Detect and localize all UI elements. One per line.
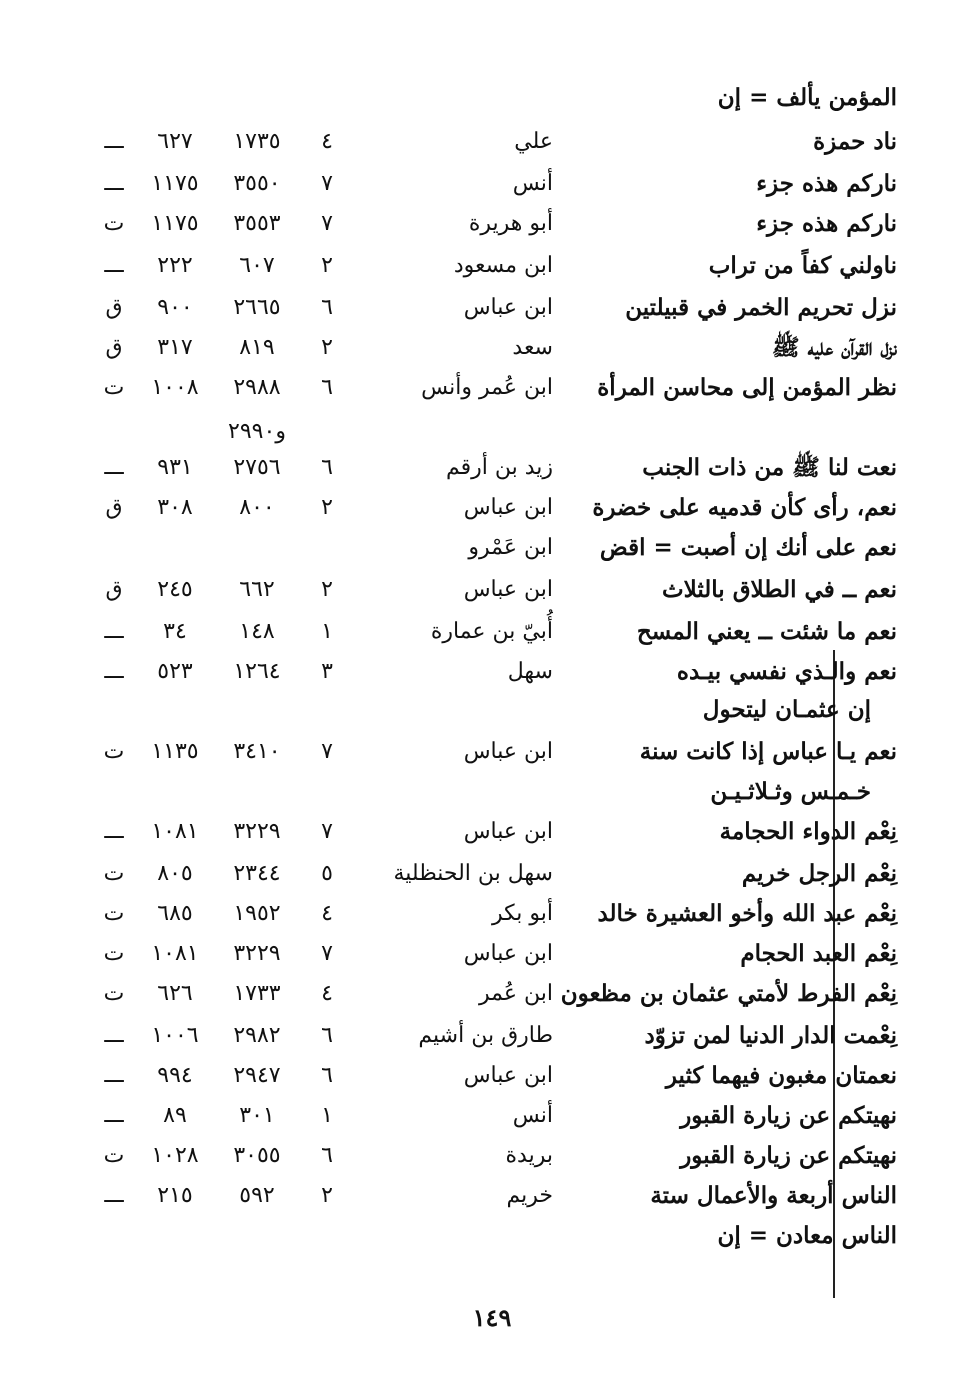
source-code: ت	[103, 901, 125, 926]
hadith-number: ٨١٩	[239, 335, 275, 360]
narrator-name: طارق بن أشيم	[418, 1023, 553, 1048]
hadith-text: نعم والـذي نفسي بيـده	[676, 658, 897, 685]
page-reference: ١١٣٥	[151, 739, 199, 764]
page-reference: ٢٤٥	[157, 577, 193, 602]
hadith-text: ناد حمزة	[813, 128, 897, 155]
hadith-number: ٦٦٢	[239, 577, 275, 602]
page-reference: ١٠٢٨	[151, 1143, 199, 1168]
hadith-text: نِعْم عبد الله وأخو العشيرة خالد	[597, 900, 897, 927]
hadith-text: نعم يـا عباس إذا كانت سنة	[639, 738, 897, 765]
volume-number: ٢	[321, 1183, 333, 1208]
narrator-name: أبو هريرة	[468, 211, 553, 236]
index-row	[0, 288, 965, 328]
source-code: ـــ	[104, 253, 124, 278]
volume-number: ٧	[321, 211, 333, 236]
source-code: ـــ	[104, 129, 124, 154]
hadith-number: ٢٩٤٧	[233, 1063, 281, 1088]
source-code: ـــ	[104, 819, 124, 844]
volume-number: ٦	[321, 1023, 333, 1048]
narrator-name: ابن عباس	[463, 495, 553, 520]
index-row	[0, 246, 965, 286]
volume-number: ١	[321, 619, 333, 644]
page-reference	[140, 528, 210, 568]
narrator-name: سهل	[507, 659, 553, 684]
hadith-text: نعت لنا ﷺ من ذات الجنب	[642, 454, 897, 481]
narrator-name: أنس	[512, 1103, 553, 1128]
page-reference: ١١٧٥	[151, 211, 199, 236]
index-row	[0, 570, 965, 610]
hadith-text: نِعْم الرجل خريم	[741, 860, 897, 887]
index-row	[0, 690, 965, 730]
narrator-name: سعد	[512, 335, 553, 360]
volume-number: ٤	[321, 981, 333, 1006]
source-code: ـــ	[104, 171, 124, 196]
index-row	[0, 894, 965, 934]
index-row	[0, 1056, 965, 1096]
volume-number: ٦	[321, 455, 333, 480]
hadith-number	[212, 690, 302, 730]
index-row	[0, 1176, 965, 1216]
volume-number: ٤	[321, 901, 333, 926]
page-reference: ٩٣١	[157, 455, 193, 480]
narrator-name: ابن مسعود	[453, 253, 553, 278]
hadith-text: خـمـس وثـلاثـيـن	[710, 778, 871, 805]
source-code: ـــ	[104, 1063, 124, 1088]
hadith-number: ١٢٦٤	[233, 659, 281, 684]
source-code	[96, 1216, 132, 1256]
page-reference: ٦٨٥	[157, 901, 193, 926]
page-reference: ١٠٠٨	[151, 375, 199, 400]
hadith-text: نزل تحريم الخمر في قبيلتين	[625, 294, 897, 321]
hadith-number: ٥٩٢	[239, 1183, 275, 1208]
source-code: ت	[103, 861, 125, 886]
index-row	[0, 164, 965, 204]
source-code: ت	[103, 1143, 125, 1168]
narrator-name: ابن عباس	[463, 1063, 553, 1088]
index-row	[0, 854, 965, 894]
hadith-text: نِعْم الفرط لأمتي عثمان بن مظعون	[560, 980, 897, 1007]
source-code	[96, 412, 132, 452]
hadith-number: ٢٧٥٦	[233, 455, 281, 480]
narrator-name: ابن عباس	[463, 739, 553, 764]
index-row	[0, 1216, 965, 1256]
volume-number: ٦	[321, 375, 333, 400]
narrator-name: زيد بن أرقم	[445, 455, 553, 480]
page-reference: ٦٢٧	[157, 129, 193, 154]
hadith-number: ٣٢٢٩	[233, 941, 281, 966]
index-row	[0, 448, 965, 488]
page-reference	[140, 772, 210, 812]
source-code: ت	[103, 981, 125, 1006]
volume-number: ١	[321, 1103, 333, 1128]
hadith-number: ٣٠٥٥	[233, 1143, 281, 1168]
narrator-name: أُبيّ بن عمارة	[430, 619, 553, 644]
page-reference	[140, 1216, 210, 1256]
narrator-name: علي	[514, 129, 553, 154]
volume-number: ٧	[321, 739, 333, 764]
source-code: ـــ	[104, 1183, 124, 1208]
hadith-number	[212, 772, 302, 812]
narrator-name: ابن عَمْرو	[468, 535, 553, 560]
volume-number	[312, 690, 342, 730]
index-row	[0, 488, 965, 528]
hadith-text: نهيتكم عن زيارة القبور	[680, 1102, 897, 1129]
hadith-text: ناركم هذه جزء	[756, 170, 897, 197]
source-code	[96, 78, 132, 118]
hadith-text: نعمتان مغبون فيهما كثير	[665, 1062, 897, 1089]
volume-number: ٥	[321, 861, 333, 886]
page-reference: ٨٠٥	[157, 861, 193, 886]
index-row	[0, 652, 965, 692]
hadith-text: نِعْم العبد الحجام	[740, 940, 897, 967]
volume-number: ٧	[321, 941, 333, 966]
page-reference	[140, 78, 210, 118]
hadith-number	[212, 78, 302, 118]
hadith-text: نظر المؤمن إلى محاسن المرأة	[597, 374, 897, 401]
page-reference: ٨٩	[163, 1103, 187, 1128]
index-row	[0, 772, 965, 812]
narrator-name: ابن عباس	[463, 819, 553, 844]
volume-number: ٦	[321, 1143, 333, 1168]
volume-number	[312, 1216, 342, 1256]
hadith-text: نهيتكم عن زيارة القبور	[680, 1142, 897, 1169]
source-code	[96, 772, 132, 812]
index-row	[0, 612, 965, 652]
page-reference	[140, 690, 210, 730]
hadith-number	[212, 528, 302, 568]
source-code: ت	[103, 375, 125, 400]
narrator-name: ابن عباس	[463, 295, 553, 320]
hadith-text: الناس أربعة والأعمال ستة	[650, 1182, 897, 1209]
narrator-name: أنس	[512, 171, 553, 196]
index-row	[0, 78, 965, 118]
source-code: ـــ	[104, 1103, 124, 1128]
volume-number: ٤	[321, 129, 333, 154]
narrator-name: سهل بن الحنظلية	[393, 861, 553, 886]
index-row	[0, 412, 965, 452]
page-reference: ٥٢٣	[157, 659, 193, 684]
page-reference	[140, 412, 210, 452]
page-reference: ٩٠٠	[157, 295, 193, 320]
index-row	[0, 1096, 965, 1136]
hadith-text: نِعْمت الدار الدنيا لمن تزوّد	[644, 1022, 897, 1049]
index-row	[0, 1136, 965, 1176]
narrator-name: ابن عباس	[463, 941, 553, 966]
source-code: ت	[103, 941, 125, 966]
hadith-number: ٨٠٠	[239, 495, 275, 520]
hadith-number: و٢٩٩٠	[228, 419, 286, 444]
page-reference: ١٠٠٦	[151, 1023, 199, 1048]
source-code: ـــ	[104, 619, 124, 644]
hadith-text: ناركم هذه جزء	[756, 210, 897, 237]
hadith-number: ٣٥٥٠	[233, 171, 281, 196]
hadith-text: نزل القرآن عليه ﷺ	[771, 334, 897, 361]
index-row	[0, 328, 965, 368]
hadith-number: ٢٩٨٨	[233, 375, 281, 400]
hadith-number: ١٧٣٥	[233, 129, 281, 154]
volume-number: ٧	[321, 819, 333, 844]
index-row	[0, 812, 965, 852]
source-code: ـــ	[104, 659, 124, 684]
volume-number	[312, 78, 342, 118]
index-row	[0, 934, 965, 974]
hadith-number: ٣٠١	[239, 1103, 275, 1128]
volume-number: ٣	[321, 659, 333, 684]
index-row	[0, 1016, 965, 1056]
index-row	[0, 732, 965, 772]
hadith-number: ١٧٣٣	[233, 981, 281, 1006]
source-code: ق	[105, 335, 123, 360]
hadith-number: ٣٥٥٣	[233, 211, 281, 236]
page-reference: ١٠٨١	[151, 941, 199, 966]
hadith-text: نعم ما شئت ــ يعني المسح	[636, 618, 897, 645]
page-reference: ٢١٥	[157, 1183, 193, 1208]
page-reference: ٢٢٢	[157, 253, 193, 278]
index-row	[0, 204, 965, 244]
hadith-text: الناس معادن = إن	[717, 1222, 897, 1249]
volume-number: ٢	[321, 577, 333, 602]
source-code: ق	[105, 295, 123, 320]
page-reference: ١٠٨١	[151, 819, 199, 844]
index-row	[0, 974, 965, 1014]
hadith-text: نِعْم الدواء الحجامة	[719, 818, 897, 845]
page-reference: ٣٠٨	[157, 495, 193, 520]
source-code: ـــ	[104, 1023, 124, 1048]
source-code: ت	[103, 739, 125, 764]
volume-number: ٢	[321, 495, 333, 520]
hadith-number: ٢٩٨٢	[233, 1023, 281, 1048]
hadith-number: ١٩٥٢	[233, 901, 281, 926]
page-reference: ٩٩٤	[157, 1063, 193, 1088]
volume-number	[312, 528, 342, 568]
index-row	[0, 122, 965, 162]
page-reference: ٣٤	[163, 619, 187, 644]
index-row	[0, 528, 965, 568]
narrator-name: خريم	[506, 1183, 553, 1208]
volume-number: ٢	[321, 335, 333, 360]
narrator-name: أبو بكر	[491, 901, 553, 926]
volume-number	[312, 412, 342, 452]
page-reference: ٦٢٦	[157, 981, 193, 1006]
hadith-number	[212, 1216, 302, 1256]
hadith-text: نعم ــ في الطلاق بالثلاث	[661, 576, 897, 603]
hadith-text: إن عثمـان ليتحول	[702, 696, 871, 723]
volume-number: ٦	[321, 295, 333, 320]
hadith-text: نعم على أنك إن أصبت = اقض	[599, 534, 897, 561]
narrator-name: بريدة	[505, 1143, 553, 1168]
source-code: ـــ	[104, 455, 124, 480]
narrator-name: ابن عُمر	[479, 981, 553, 1006]
volume-number: ٧	[321, 171, 333, 196]
volume-number: ٢	[321, 253, 333, 278]
page-reference: ١١٧٥	[151, 171, 199, 196]
source-code	[96, 690, 132, 730]
index-row	[0, 368, 965, 408]
page-number: ١٤٩	[472, 1303, 512, 1332]
source-code: ق	[105, 495, 123, 520]
source-code: ق	[105, 577, 123, 602]
hadith-number: ٢٦٦٥	[233, 295, 281, 320]
volume-number	[312, 772, 342, 812]
volume-number: ٦	[321, 1063, 333, 1088]
source-code	[96, 528, 132, 568]
hadith-number: ٦٠٧	[239, 253, 275, 278]
source-code: ت	[103, 211, 125, 236]
hadith-number: ٣٤١٠	[233, 739, 281, 764]
hadith-text: المؤمن يألف = إن	[717, 84, 897, 111]
hadith-text: نعم، رأى كأن قدميه على خضرة	[592, 494, 897, 521]
narrator-name: ابن عباس	[463, 577, 553, 602]
hadith-number: ٢٣٤٤	[233, 861, 281, 886]
hadith-text: ناولني كفاً من تراب	[708, 252, 897, 279]
page-reference: ٣١٧	[157, 335, 193, 360]
hadith-number: ٣٢٢٩	[233, 819, 281, 844]
hadith-number: ١٤٨	[239, 619, 275, 644]
narrator-name: ابن عُمر وأنس	[421, 375, 553, 400]
